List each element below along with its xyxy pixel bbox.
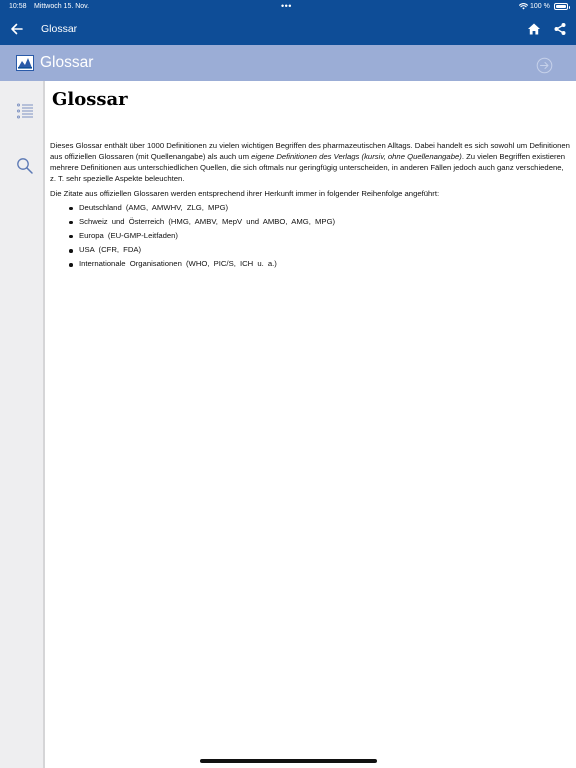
share-icon[interactable] (553, 22, 567, 36)
battery-icon (554, 3, 568, 10)
status-time: 10:58 (9, 3, 27, 10)
glossary-content (50, 81, 570, 273)
intro-text: Dieses Glossar enthält über 1000 Definitionen zu vielen wichtigen Begriffen des pharmazeutischen Alltags. Dabei handelt es sich sowohl um Definitionen aus offiziellen Glossaren (mit Quellenangabe) als auch um (50, 141, 570, 161)
search-icon[interactable] (16, 157, 34, 175)
list-item: Europa (EU-GMP-Leitfaden) (79, 231, 570, 245)
battery-percentage: 100 % (530, 3, 550, 10)
sources-list (79, 203, 570, 274)
status-date: Mittwoch 15. Nov. (34, 3, 90, 10)
sources-intro: Die Zitate aus offiziellen Glossaren werden entsprechend ihrer Herkunft immer in folgender Reihenfolge angeführt: (50, 188, 440, 198)
publisher-logo-icon (16, 55, 34, 71)
home-indicator[interactable] (200, 759, 377, 763)
list-item: Internationale Organisationen (WHO, PIC/S, ICH u. a.) (79, 259, 570, 273)
forward-circle-icon[interactable] (536, 57, 553, 74)
section-header (0, 45, 576, 81)
list-item: USA (CFR, FDA) (79, 245, 570, 259)
home-icon[interactable] (527, 22, 541, 36)
page-heading: Glossar (52, 89, 128, 110)
table-of-contents-icon[interactable] (16, 102, 34, 120)
section-title: Glossar (40, 54, 94, 71)
navigation-bar (0, 14, 576, 45)
multitasking-dots[interactable]: ••• (281, 1, 292, 11)
list-item: Schweiz und Österreich (HMG, AMBV, MepV und AMBO, AMG, MPG) (79, 217, 570, 231)
intro-italic-text: eigene Definitionen des Verlags (kursiv, ohne Quellenangabe) (251, 151, 462, 161)
nav-title: Glossar (41, 23, 78, 35)
sidebar (0, 81, 45, 768)
intro-paragraph (50, 141, 570, 185)
wifi-icon (519, 3, 528, 10)
status-bar (0, 0, 576, 14)
list-item: Deutschland (AMG, AMWHV, ZLG, MPG) (79, 203, 570, 217)
intro-text-continued: . Zu vielen Begriffen existieren mehrere Definitionen aus unterschiedlichen Quellen, die sich oftmals nur geringfügig unterscheiden, in anderen Fällen jedoch auch ganz verschiedene, z. T. sehr spezielle Aspekte beleuchten. (50, 151, 566, 183)
back-arrow-icon[interactable] (8, 20, 26, 38)
